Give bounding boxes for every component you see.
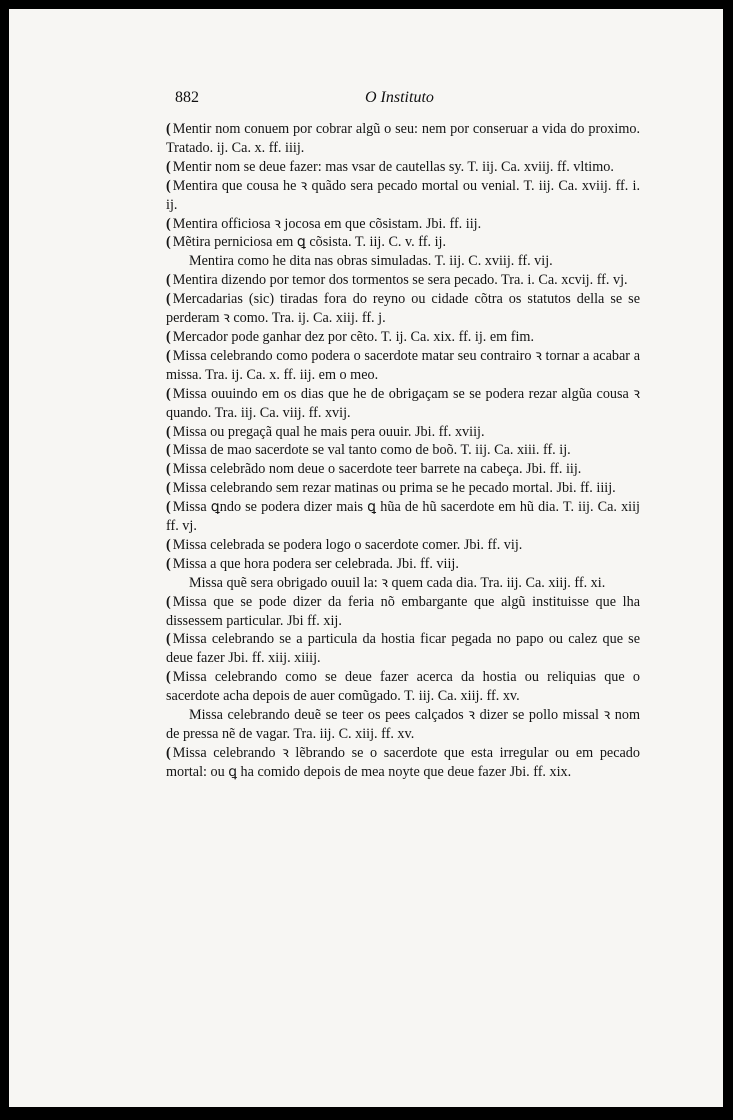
index-entry-text: Missa celebrada se podera logo o sacerdote comer. Jbi. ff. vij. xyxy=(172,536,523,553)
index-entry-text: Missa ou pregaçã qual he mais pera ouuir. Jbi. ff. xviij. xyxy=(172,423,485,440)
index-entry xyxy=(166,460,640,479)
running-title: O Instituto xyxy=(365,89,434,106)
pilcrow-mark: ( xyxy=(166,385,171,402)
index-entry xyxy=(166,215,640,234)
index-entries xyxy=(166,120,640,782)
index-entry-text: Missa ꝗndo se podera dizer mais ꝗ hũa de hũ sacerdote em hũ dia. T. iij. Ca. xiij ff. vj. xyxy=(166,499,640,535)
index-entry-text: Missa celebrando como podera o sacerdote matar seu contrairo ꝛ tornar a acabar a missa. Tra. ij. Ca. x. ff. iij. em o meo. xyxy=(166,347,640,383)
index-entry xyxy=(166,233,640,252)
index-entry xyxy=(166,574,640,593)
index-entry xyxy=(166,498,640,536)
index-entry-text: Mẽtira perniciosa em ꝗ cõsista. T. iij. C. v. ff. ij. xyxy=(172,234,446,251)
pilcrow-mark: ( xyxy=(166,744,171,761)
index-entry xyxy=(166,441,640,460)
index-entry xyxy=(166,706,640,744)
index-entry-text: Missa celebrando ꝛ lẽbrando se o sacerdote que esta irregular ou em pecado mortal: ou ꝗ ha comido depois de mea noyte que deue fazer Jbi. ff. xix. xyxy=(166,744,640,780)
index-entry xyxy=(166,555,640,574)
index-entry xyxy=(166,536,640,555)
pilcrow-mark: ( xyxy=(166,291,171,308)
pilcrow-mark: ( xyxy=(166,499,171,516)
pilcrow-mark: ( xyxy=(166,234,171,251)
pilcrow-mark: ( xyxy=(166,158,171,175)
pilcrow-mark: ( xyxy=(166,215,171,232)
index-entry xyxy=(166,120,640,158)
index-entry xyxy=(166,177,640,215)
index-entry xyxy=(166,158,640,177)
index-entry-text: Missa celebrãdo nom deue o sacerdote teer barrete na cabeça. Jbi. ff. iij. xyxy=(172,461,582,478)
pilcrow-mark: ( xyxy=(166,347,171,364)
index-entry xyxy=(166,290,640,328)
pilcrow-mark: ( xyxy=(166,593,171,610)
index-entry-text: Mercadarias (sic) tiradas fora do reyno ou cidade cõtra os statutos della se se perderam ꝛ como. Tra. ij. Ca. xiij. ff. j. xyxy=(166,291,640,327)
index-entry-text: Mentira como he dita nas obras simuladas. T. iij. C. xviij. ff. vij. xyxy=(189,253,553,270)
index-entry xyxy=(166,252,640,271)
index-entry-text: Missa quẽ sera obrigado ouuil la: ꝛ quem cada dia. Tra. iij. Ca. xiij. ff. xi. xyxy=(189,574,606,591)
index-entry-text: Missa celebrando sem rezar matinas ou prima se he pecado mortal. Jbi. ff. iiij. xyxy=(172,480,616,497)
index-entry-text: Missa ouuindo em os dias que he de obrigaçam se se podera rezar algũa cousa ꝛ quando. Tra. iij. Ca. viij. ff. xvij. xyxy=(166,385,640,421)
index-entry xyxy=(166,423,640,442)
pilcrow-mark: ( xyxy=(166,328,171,345)
pilcrow-mark: ( xyxy=(166,480,171,497)
pilcrow-mark: ( xyxy=(166,272,171,289)
page-number: 882 xyxy=(175,89,199,106)
pilcrow-mark: ( xyxy=(166,423,171,440)
pilcrow-mark: ( xyxy=(166,461,171,478)
pilcrow-mark: ( xyxy=(166,536,171,553)
pilcrow-mark: ( xyxy=(166,631,171,648)
index-entry xyxy=(166,744,640,782)
index-entry-text: Mentira officiosa ꝛ jocosa em que cõsistam. Jbi. ff. iij. xyxy=(172,215,482,232)
index-entry-text: Mercador pode ganhar dez por cẽto. T. ij. Ca. xix. ff. ij. em fim. xyxy=(172,328,535,345)
pilcrow-mark: ( xyxy=(166,555,171,572)
index-entry xyxy=(166,479,640,498)
index-entry-text: Missa celebrando se a particula da hostia ficar pegada no papo ou calez que se deue fazer Jbi. ff. xiij. xiiij. xyxy=(166,631,640,667)
index-entry-text: Missa que se pode dizer da feria nõ embargante que algũ instituisse que lha dissessem particular. Jbi ff. xij. xyxy=(166,593,640,629)
index-entry xyxy=(166,593,640,631)
pilcrow-mark: ( xyxy=(166,177,171,194)
pilcrow-mark: ( xyxy=(166,669,171,686)
index-entry xyxy=(166,328,640,347)
page-header xyxy=(175,89,651,111)
index-entry-text: Mentira que cousa he ꝛ quãdo sera pecado mortal ou venial. T. iij. Ca. xviij. ff. i. ij. xyxy=(166,177,640,213)
index-entry-text: Missa celebrando deuẽ se teer os pees calçados ꝛ dizer se pollo missal ꝛ nom de pressa nẽ de vagar. Tra. iij. C. xiij. ff. xv. xyxy=(166,707,640,742)
index-entry-text: Mentir nom se deue fazer: mas vsar de cautellas sy. T. iij. Ca. xviij. ff. vltimo. xyxy=(172,158,614,175)
index-entry-text: Missa a que hora podera ser celebrada. Jbi. ff. viij. xyxy=(172,555,459,572)
pilcrow-mark: ( xyxy=(166,442,171,459)
index-entry xyxy=(166,385,640,423)
index-entry-text: Missa de mao sacerdote se val tanto como de boõ. T. iij. Ca. xiii. ff. ij. xyxy=(172,442,571,459)
index-entry xyxy=(166,668,640,706)
index-entry xyxy=(166,347,640,385)
index-entry xyxy=(166,271,640,290)
pilcrow-mark: ( xyxy=(166,121,171,137)
index-entry-text: Mentira dizendo por temor dos tormentos se sera pecado. Tra. i. Ca. xcvij. ff. vj. xyxy=(172,272,628,289)
index-entry-text: Mentir nom conuem por cobrar algũ o seu: nem por conseruar a vida do proximo. Tratado. ij. Ca. x. ff. iiij. xyxy=(166,121,640,156)
index-entry-text: Missa celebrando como se deue fazer acerca da hostia ou reliquias que o sacerdote acha depois de auer comũgado. T. iij. Ca. xiij. ff. xv. xyxy=(166,669,640,705)
index-entry xyxy=(166,630,640,668)
